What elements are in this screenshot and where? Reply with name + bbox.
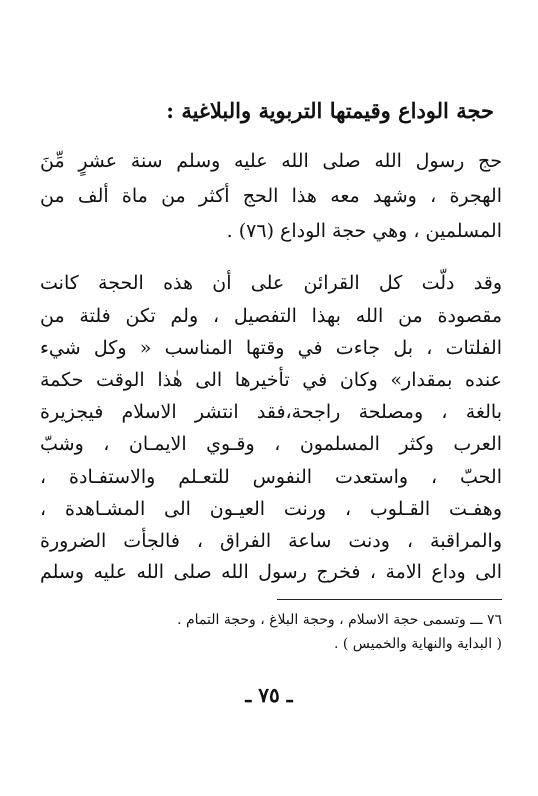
paragraph-2-line: وقد دلّت كل القرائن على أن هذه الحجة كانت: [40, 272, 502, 294]
section-heading: حجة الوداع وقيمتها التربوية والبلاغية :: [166, 98, 494, 123]
paragraph-2-line: الى وداع الامة ، فخرج رسول الله صلى الله عليه وسلم: [40, 561, 502, 583]
footnote-line: ( البداية والنهاية والخميس ) .: [333, 636, 502, 652]
paragraph-2-line: مقصودة من الله بهذا التفصيل ، ولم تكن فلتة من: [40, 305, 502, 327]
paragraph-2-line: الحبّ ، واستعدت النفوس للتعـلم والاستفـادة ،: [40, 466, 502, 488]
paragraph-2-line: وهفـت القـلوب ، ورنت العيـون الى المشـاهدة ،: [40, 498, 502, 520]
paragraph-2-line: الفلتات ، بل جاءت في وقتها المناسب « وكل شيء: [40, 337, 502, 359]
paragraph-1-line: الهجرة ، وشهد معه هذا الحج أكثر من ماة ألف من: [40, 185, 502, 207]
paragraph-2-line: العرب وكثر المسلمون ، وقـوي الايمـان ، وشبّ: [40, 433, 502, 455]
paragraph-1-line: المسلمين ، وهي حجة الوداع (٧٦) .: [226, 220, 502, 242]
footnote-line: ٧٦ ـــ وتسمى حجة الاسلام ، وحجة البلاغ ، وحجة التمام .: [177, 612, 502, 628]
paragraph-2-line: والمراقبة ، ودنت ساعة الفراق ، فالجأت الضرورة: [40, 530, 502, 552]
paragraph-1-line: حج رسول الله صلى الله عليه وسلم سنة عشرٍ مِّنَ: [40, 150, 502, 172]
footnote-divider: [277, 599, 502, 600]
page-number: ـ ٧٥ ـ: [245, 683, 293, 707]
paragraph-2-line: عنده بمقدار» وكان في تأخيرها الى هٰذا الوقت حكمة: [40, 369, 502, 391]
paragraph-2-line: بالغة ، ومصلحة راجحة،فقد انتشر الاسلام فيجزيرة: [40, 401, 502, 423]
